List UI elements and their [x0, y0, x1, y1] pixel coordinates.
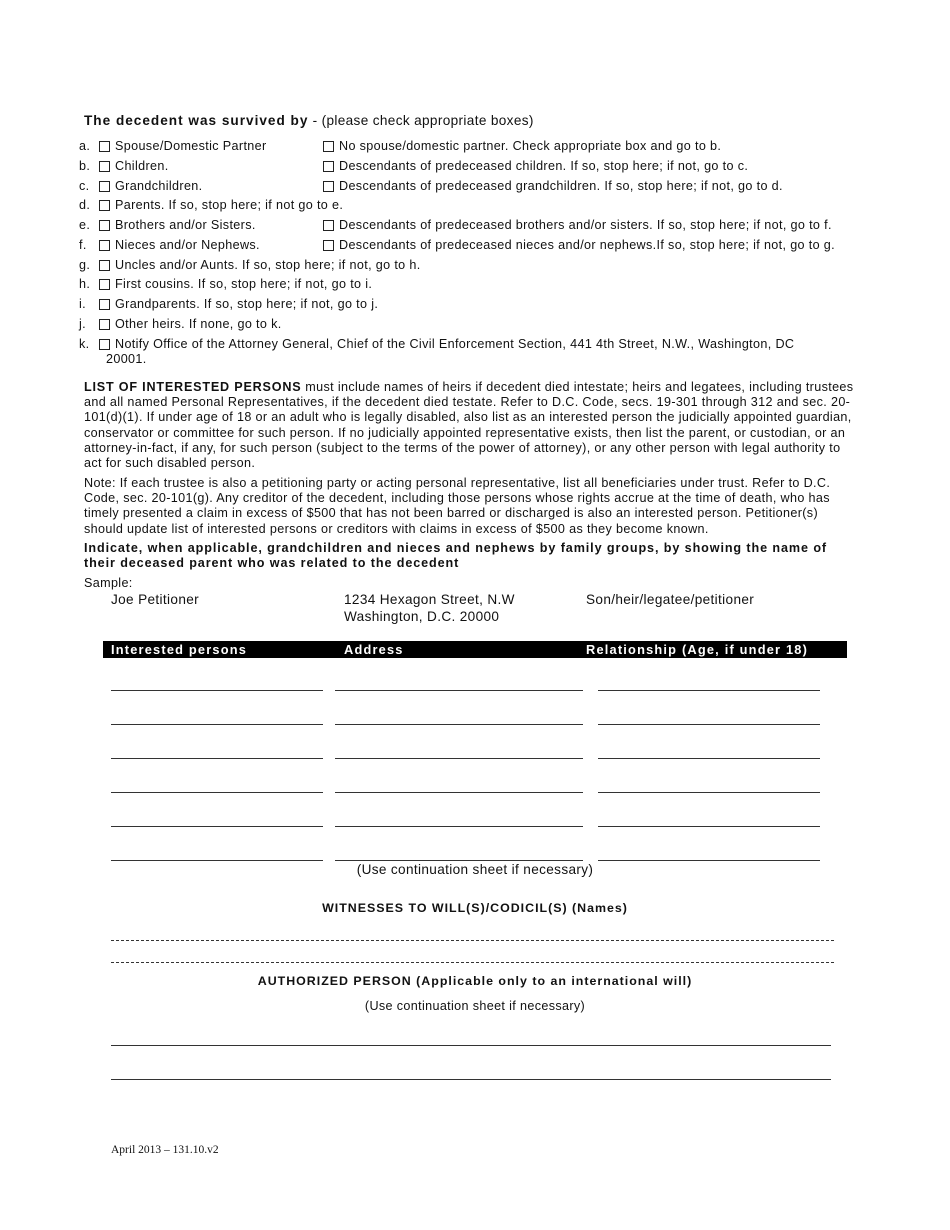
survivor-option	[99, 198, 343, 212]
entry-address-line[interactable]	[335, 826, 583, 827]
entry-address-line[interactable]	[335, 758, 583, 759]
survivor-option-label: Grandchildren.	[115, 179, 203, 193]
entry-relationship-line[interactable]	[598, 690, 820, 691]
entry-name-line[interactable]	[111, 724, 323, 725]
witness-line-2[interactable]	[111, 962, 834, 963]
survivor-row-letter: g.	[79, 258, 91, 272]
checkbox[interactable]	[99, 200, 110, 211]
survivor-option-label: Other heirs. If none, go to k.	[115, 317, 282, 331]
survivor-row-letter: b.	[79, 159, 91, 173]
sample-address-line1: 1234 Hexagon Street, N.W	[344, 592, 515, 607]
survivor-alt-option-label: Descendants of predeceased brothers and/or sisters. If so, stop here; if not, go to f.	[339, 218, 832, 232]
entry-name-line[interactable]	[111, 860, 323, 861]
survivor-option	[99, 179, 203, 193]
survivor-option	[99, 277, 372, 291]
entry-address-line[interactable]	[335, 860, 583, 861]
entry-relationship-line[interactable]	[598, 758, 820, 759]
survived-heading-rest: - (please check appropriate boxes)	[308, 113, 534, 128]
checkbox[interactable]	[323, 240, 334, 251]
entry-relationship-line[interactable]	[598, 860, 820, 861]
interested-persons-text: must include names of heirs if decedent died intestate; heirs and legatees, including trustees and all named Personal Representatives, if the decedent died testate. Refer to D.C. Code, secs. 19-301 through 312 and sec. 20-101(d)(1). If under age of 18 or an adult who is legally disabled, also list as an interested person the judicially appointed guardian, conservator or committee for such person. If no judicially appointed representative exists, then list the parent, or custodian, or an attorney-in-fact, if any, for such person (subject to the terms of the power of attorney), or any other person with legal authority to act for such disabled person.	[84, 380, 854, 471]
survivor-row-letter: a.	[79, 139, 91, 153]
survivor-option-label: Grandparents. If so, stop here; if not, go to j.	[115, 297, 379, 311]
authorized-line-1[interactable]	[111, 1045, 831, 1046]
checkbox[interactable]	[99, 240, 110, 251]
survivor-alt-option	[323, 238, 835, 252]
checkbox[interactable]	[99, 181, 110, 192]
sample-relationship: Son/heir/legatee/petitioner	[586, 592, 755, 607]
checkbox[interactable]	[323, 181, 334, 192]
survivor-option	[99, 258, 421, 272]
interested-persons-paragraph	[84, 380, 858, 471]
checkbox[interactable]	[99, 279, 110, 290]
interested-persons-label: LIST OF INTERESTED PERSONS	[84, 380, 302, 394]
checkbox[interactable]	[323, 220, 334, 231]
survivor-option-label-line2: 20001.	[106, 352, 147, 366]
sample-address-line2: Washington, D.C. 20000	[344, 609, 500, 624]
note-paragraph: Note: If each trustee is also a petitioning party or acting personal representative, list all beneficiaries under trust. Refer to D.C. Code, sec. 20-101(g). Any creditor of the decedent, including those persons whose rights accrue at the time of death, who has timely presented a claim in excess of $500 that has not been barred or discharged is also an interested person. Petitioner(s) should update list of interested persons or creditors with claims in excess of $500 as they become known.	[84, 476, 831, 536]
survivor-row-letter: h.	[79, 277, 91, 291]
checkbox[interactable]	[99, 319, 110, 330]
sample-name: Joe Petitioner	[111, 592, 200, 607]
survivor-option	[99, 297, 378, 311]
witness-line-1[interactable]	[111, 940, 834, 941]
checkbox[interactable]	[99, 161, 110, 172]
continuation-note-2: (Use continuation sheet if necessary)	[364, 999, 586, 1013]
table-header-bar	[103, 641, 847, 658]
survivor-row-letter: c.	[79, 179, 90, 193]
survivor-option	[99, 337, 794, 351]
survivor-option-label: Nieces and/or Nephews.	[115, 238, 260, 252]
entry-relationship-line[interactable]	[598, 724, 820, 725]
survivor-option	[99, 317, 282, 331]
survivor-option	[99, 159, 169, 173]
continuation-note-1: (Use continuation sheet if necessary)	[356, 862, 594, 877]
entry-name-line[interactable]	[111, 758, 323, 759]
survivor-alt-option	[323, 139, 721, 153]
survivor-option-label: Children.	[115, 159, 169, 173]
entry-address-line[interactable]	[335, 724, 583, 725]
survivor-row-letter: j.	[79, 317, 86, 331]
checkbox[interactable]	[99, 220, 110, 231]
entry-address-line[interactable]	[335, 690, 583, 691]
checkbox[interactable]	[99, 299, 110, 310]
survivor-row-letter: e.	[79, 218, 91, 232]
checkbox[interactable]	[99, 260, 110, 271]
survivor-alt-option-label: Descendants of predeceased children. If so, stop here; if not, go to c.	[339, 159, 749, 173]
survivor-option-label: First cousins. If so, stop here; if not, go to i.	[115, 277, 373, 291]
witnesses-heading: WITNESSES TO WILL(S)/CODICIL(S) (Names)	[322, 901, 628, 915]
survivor-row-letter: k.	[79, 337, 90, 351]
survivor-option	[99, 139, 267, 153]
survivor-alt-option	[323, 218, 832, 232]
survivor-alt-option-label: No spouse/domestic partner. Check appropriate box and go to b.	[339, 139, 722, 153]
checkbox[interactable]	[323, 161, 334, 172]
authorized-heading: AUTHORIZED PERSON (Applicable only to an international will)	[257, 974, 693, 988]
survivor-row-letter: d.	[79, 198, 91, 212]
header-address: Address	[344, 642, 404, 657]
survived-heading	[84, 113, 534, 128]
authorized-line-2[interactable]	[111, 1079, 831, 1080]
checkbox[interactable]	[99, 141, 110, 152]
survivor-option	[99, 218, 256, 232]
survivor-option-label: Parents. If so, stop here; if not go to e.	[115, 198, 344, 212]
survivor-alt-option-label: Descendants of predeceased grandchildren. If so, stop here; if not, go to d.	[339, 179, 783, 193]
entry-relationship-line[interactable]	[598, 792, 820, 793]
header-interested-persons: Interested persons	[111, 642, 248, 657]
survived-heading-bold: The decedent was survived by	[84, 113, 309, 128]
entry-name-line[interactable]	[111, 690, 323, 691]
entry-address-line[interactable]	[335, 792, 583, 793]
entry-relationship-line[interactable]	[598, 826, 820, 827]
survivor-alt-option	[323, 179, 783, 193]
checkbox[interactable]	[99, 339, 110, 350]
survivor-option-label: Uncles and/or Aunts. If so, stop here; if not, go to h.	[115, 258, 421, 272]
survivor-row-letter: i.	[79, 297, 86, 311]
indicate-paragraph: Indicate, when applicable, grandchildren and nieces and nephews by family groups, by showing the name of their deceased parent who was related to the decedent	[84, 541, 828, 571]
survivor-option-label: Spouse/Domestic Partner	[115, 139, 267, 153]
header-relationship: Relationship (Age, if under 18)	[586, 642, 809, 657]
checkbox[interactable]	[323, 141, 334, 152]
survivor-alt-option	[323, 159, 748, 173]
entry-name-line[interactable]	[111, 826, 323, 827]
survivor-option	[99, 238, 260, 252]
footer-form-id: April 2013 – 131.10.v2	[111, 1144, 219, 1156]
survivor-alt-option-label: Descendants of predeceased nieces and/or nephews.If so, stop here; if not, go to g.	[339, 238, 836, 252]
entry-name-line[interactable]	[111, 792, 323, 793]
sample-label: Sample:	[84, 576, 133, 590]
survivor-option-label: Notify Office of the Attorney General, Chief of the Civil Enforcement Section, 441 4th Street, N.W., Washington, DC	[115, 337, 795, 351]
survivor-row-letter: f.	[79, 238, 87, 252]
survivor-option-label: Brothers and/or Sisters.	[115, 218, 256, 232]
